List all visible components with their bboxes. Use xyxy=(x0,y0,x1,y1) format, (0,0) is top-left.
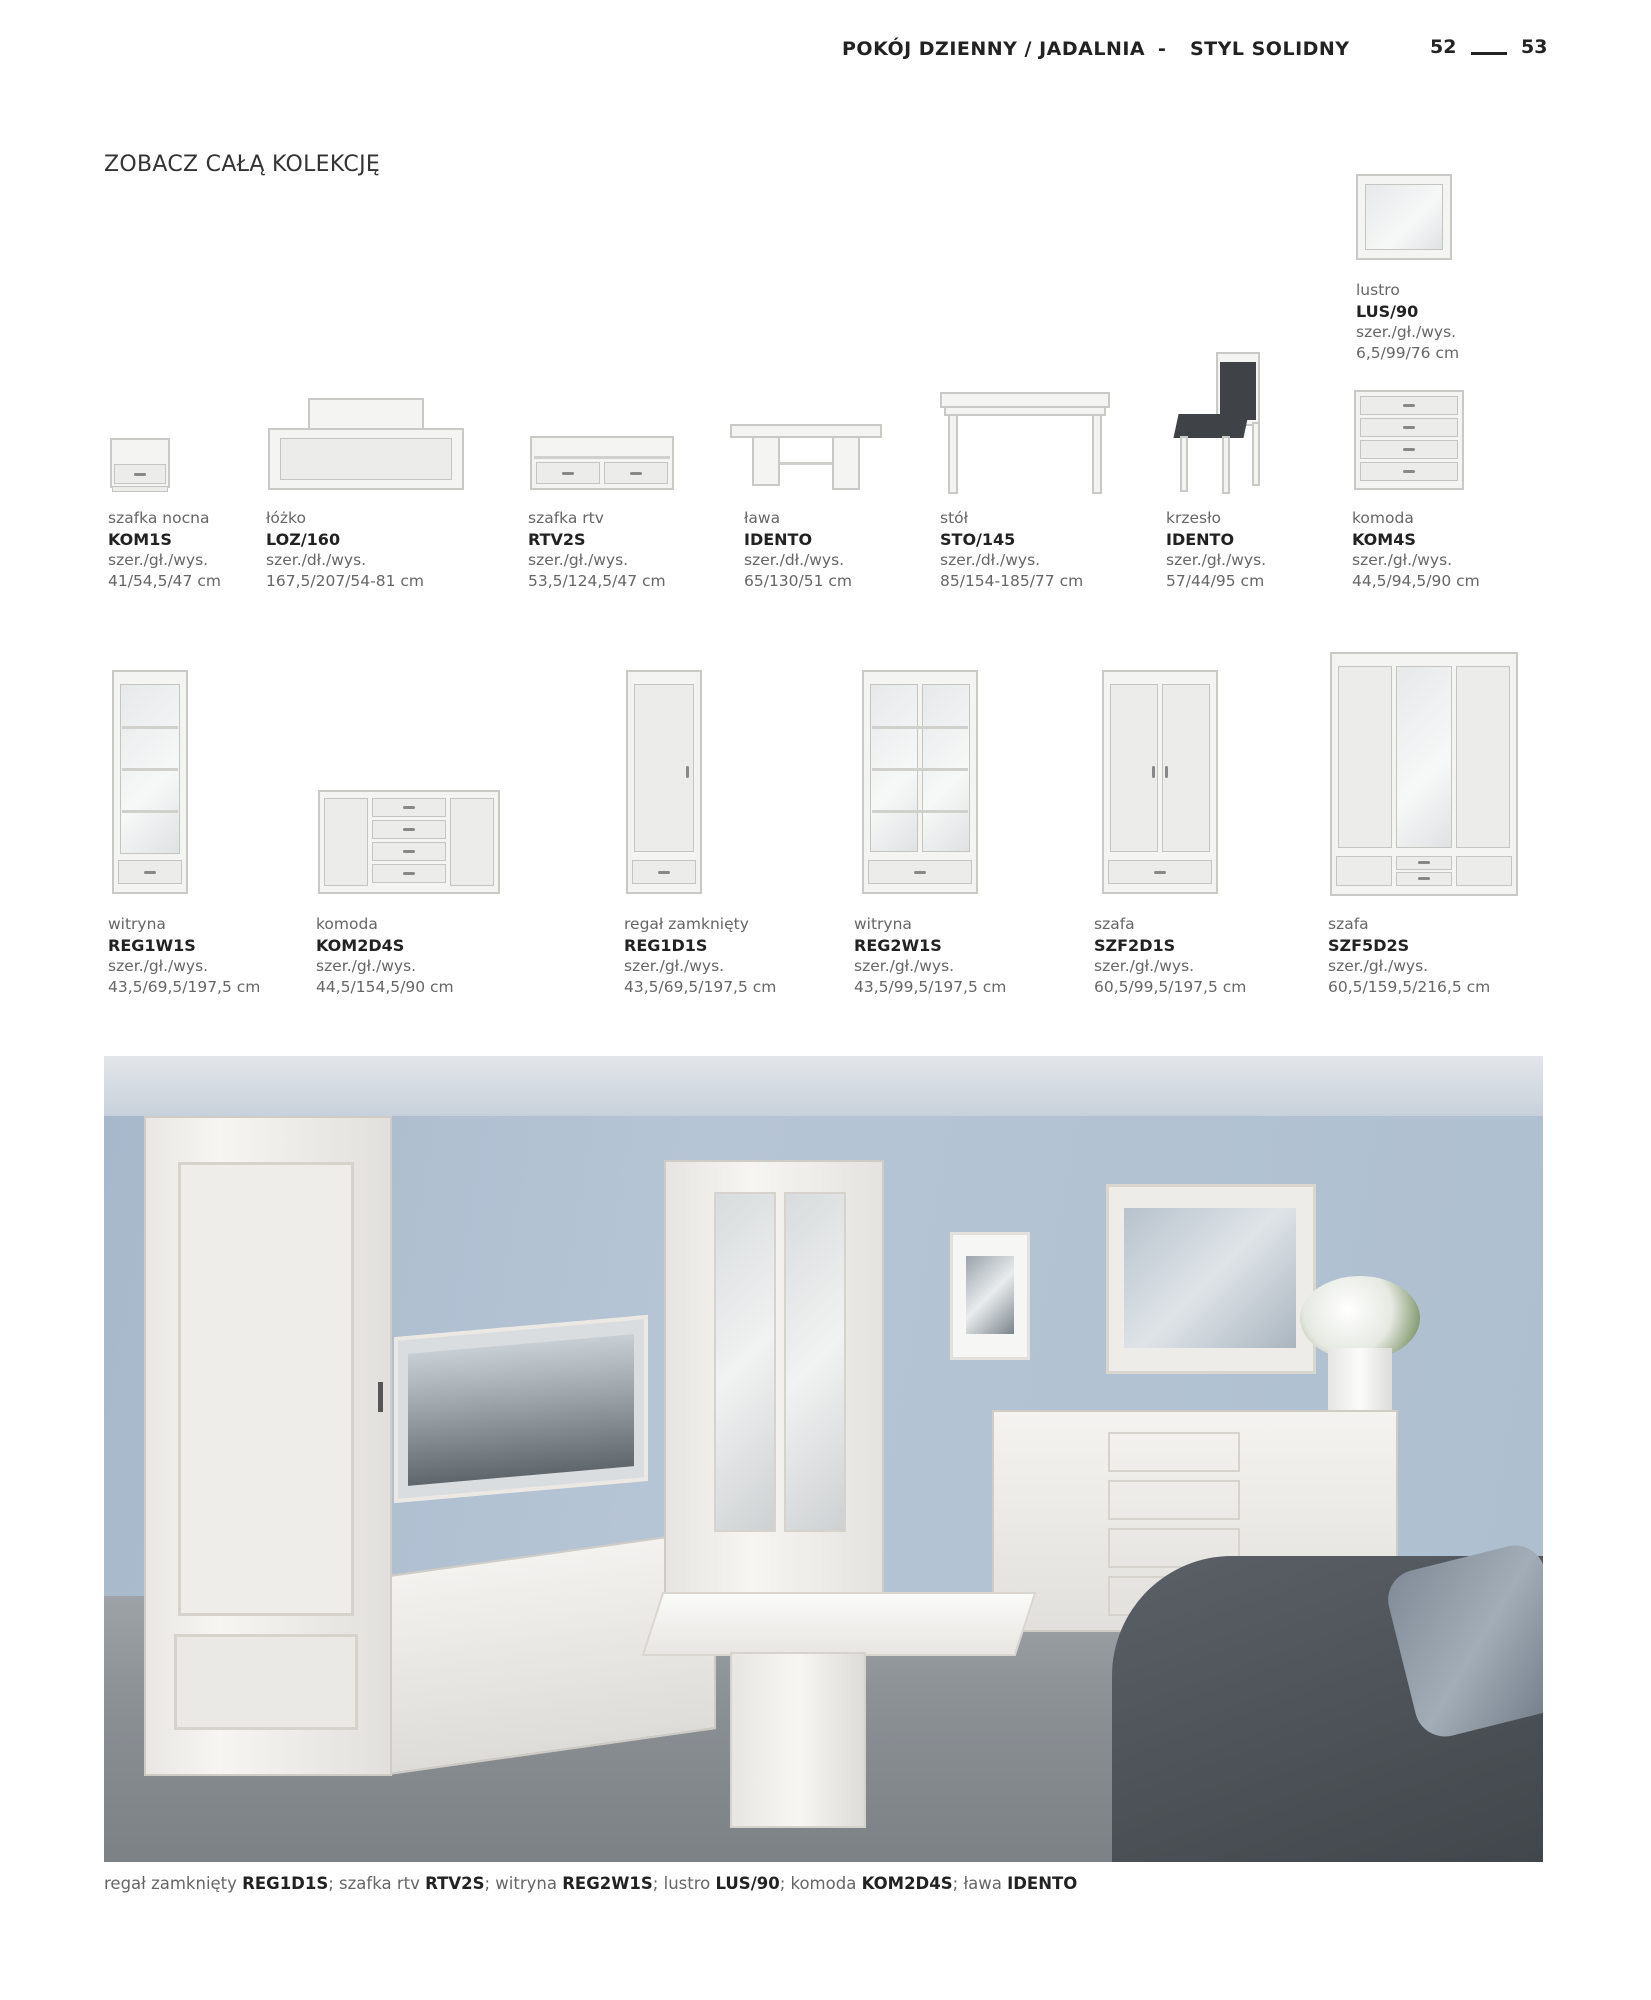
caption-separator: ; xyxy=(484,1874,496,1893)
product-item-krzeslo xyxy=(1166,352,1326,598)
page-header xyxy=(0,34,1651,64)
display-cabinet-illustration xyxy=(112,670,188,898)
product-caption xyxy=(1328,914,1490,998)
coffee-table-illustration xyxy=(730,424,882,496)
collection-title: ZOBACZ CAŁĄ KOLEKCJĘ xyxy=(104,152,381,177)
caption-code: RTV2S xyxy=(425,1874,485,1893)
product-type: ława xyxy=(744,509,781,527)
product-item-regal-zamkniety xyxy=(624,670,804,1006)
product-dims-label: szer./gł./wys. xyxy=(528,551,629,569)
page-number-right: 53 xyxy=(1521,36,1548,58)
product-caption xyxy=(1094,914,1246,998)
product-item-szafka-rtv xyxy=(528,436,708,598)
living-room-photo xyxy=(104,1056,1543,1862)
caption-label: ława xyxy=(963,1874,1002,1893)
product-caption xyxy=(316,914,454,998)
product-dims: 44,5/94,5/90 cm xyxy=(1352,572,1480,590)
caption-separator: ; xyxy=(779,1874,791,1893)
product-item-lawa xyxy=(744,424,924,598)
mirror-illustration xyxy=(1356,174,1452,260)
product-dims-label: szer./gł./wys. xyxy=(1328,957,1429,975)
double-display-cabinet-illustration xyxy=(862,670,978,898)
product-dims-label: szer./gł./wys. xyxy=(1094,957,1195,975)
caption-separator: ; xyxy=(328,1874,340,1893)
product-dims: 57/44/95 cm xyxy=(1166,572,1265,590)
product-dims: 60,5/159,5/216,5 cm xyxy=(1328,978,1491,996)
product-caption xyxy=(1166,508,1266,592)
product-type: szafa xyxy=(1328,915,1369,933)
product-code: IDENTO xyxy=(1166,530,1235,549)
product-type: stół xyxy=(940,509,969,527)
product-item-komoda-kom4s xyxy=(1352,390,1552,598)
photo-coffee-table xyxy=(642,1592,1037,1656)
product-dims-label: szer./gł./wys. xyxy=(624,957,725,975)
caption-label: witryna xyxy=(495,1874,557,1893)
wardrobe-illustration xyxy=(1102,670,1218,898)
product-type: szafa xyxy=(1094,915,1135,933)
product-dims-label: szer./dł./wys. xyxy=(266,551,367,569)
product-type: witryna xyxy=(854,915,912,933)
product-dims-label: szer./gł./wys. xyxy=(1166,551,1267,569)
product-code: RTV2S xyxy=(528,530,586,549)
product-caption xyxy=(940,508,1083,592)
caption-code: REG2W1S xyxy=(562,1874,653,1893)
sideboard-illustration xyxy=(318,790,500,898)
product-item-szafka-nocna xyxy=(108,438,258,598)
caption-label: regał zamknięty xyxy=(104,1874,237,1893)
product-caption xyxy=(108,508,221,592)
product-type: lustro xyxy=(1356,281,1400,299)
product-dims: 43,5/69,5/197,5 cm xyxy=(108,978,261,996)
product-item-szafa-szf5d2s xyxy=(1328,652,1548,1006)
page-number-left: 52 xyxy=(1430,36,1457,58)
product-code: LOZ/160 xyxy=(266,530,341,549)
product-caption xyxy=(1352,508,1480,592)
product-type: łóżko xyxy=(266,509,306,527)
product-caption xyxy=(854,914,1006,998)
product-type: regał zamknięty xyxy=(624,915,749,933)
product-item-lustro xyxy=(1356,174,1556,364)
caption-code: KOM2D4S xyxy=(861,1874,953,1893)
product-code: LUS/90 xyxy=(1356,302,1419,321)
product-item-stol xyxy=(940,392,1140,598)
product-dims: 65/130/51 cm xyxy=(744,572,853,590)
product-code: REG1D1S xyxy=(624,936,708,955)
product-dims-label: szer./gł./wys. xyxy=(108,957,209,975)
product-type: szafka nocna xyxy=(108,509,210,527)
product-type: szafka rtv xyxy=(528,509,604,527)
product-type: komoda xyxy=(316,915,378,933)
caption-separator: ; xyxy=(952,1874,964,1893)
product-code: KOM2D4S xyxy=(316,936,405,955)
product-dims: 167,5/207/54-81 cm xyxy=(266,572,424,590)
product-type: witryna xyxy=(108,915,166,933)
caption-code: IDENTO xyxy=(1007,1874,1078,1893)
product-item-witryna-reg2w1s xyxy=(854,670,1054,1006)
product-dims: 43,5/69,5/197,5 cm xyxy=(624,978,777,996)
product-dims: 6,5/99/76 cm xyxy=(1356,344,1460,362)
caption-label: szafka rtv xyxy=(339,1874,420,1893)
dresser-illustration xyxy=(1354,390,1464,494)
tv-cabinet-illustration xyxy=(530,436,674,494)
product-dims: 43,5/99,5/197,5 cm xyxy=(854,978,1007,996)
product-dims-label: szer./gł./wys. xyxy=(1356,323,1457,341)
product-code: SZF5D2S xyxy=(1328,936,1410,955)
product-code: IDENTO xyxy=(744,530,813,549)
nightstand-illustration xyxy=(110,438,170,494)
product-dims: 41/54,5/47 cm xyxy=(108,572,221,590)
product-type: komoda xyxy=(1352,509,1414,527)
photo-ceiling xyxy=(104,1056,1543,1116)
product-caption xyxy=(624,914,776,998)
caption-separator: ; xyxy=(652,1874,664,1893)
caption-code: LUS/90 xyxy=(715,1874,780,1893)
product-type: krzesło xyxy=(1166,509,1221,527)
photo-caption xyxy=(104,1874,1077,1893)
large-wardrobe-illustration xyxy=(1330,652,1518,900)
product-item-witryna-reg1w1s xyxy=(108,670,288,1006)
product-caption xyxy=(528,508,666,592)
product-dims-label: szer./dł./wys. xyxy=(744,551,845,569)
product-code: REG1W1S xyxy=(108,936,196,955)
product-dims: 44,5/154,5/90 cm xyxy=(316,978,454,996)
product-caption xyxy=(1356,280,1459,364)
header-separator: - xyxy=(1158,38,1166,60)
product-item-komoda-kom2d4s xyxy=(316,790,516,1006)
table-illustration xyxy=(940,392,1110,496)
caption-code: REG1D1S xyxy=(242,1874,329,1893)
product-code: STO/145 xyxy=(940,530,1016,549)
product-dims: 60,5/99,5/197,5 cm xyxy=(1094,978,1247,996)
bed-illustration xyxy=(268,398,464,494)
product-code: SZF2D1S xyxy=(1094,936,1176,955)
page-number-divider xyxy=(1471,52,1507,55)
product-caption xyxy=(744,508,852,592)
chair-illustration xyxy=(1176,352,1266,494)
caption-label: komoda xyxy=(790,1874,857,1893)
product-code: KOM1S xyxy=(108,530,172,549)
product-caption xyxy=(266,508,424,592)
product-dims-label: szer./gł./wys. xyxy=(854,957,955,975)
product-dims-label: szer./dł./wys. xyxy=(940,551,1041,569)
caption-label: lustro xyxy=(663,1874,711,1893)
header-style-title: STYL SOLIDNY xyxy=(1190,38,1350,60)
product-dims: 85/154-185/77 cm xyxy=(940,572,1084,590)
product-dims: 53,5/124,5/47 cm xyxy=(528,572,666,590)
product-code: REG2W1S xyxy=(854,936,942,955)
closed-cabinet-illustration xyxy=(626,670,702,898)
product-dims-label: szer./gł./wys. xyxy=(108,551,209,569)
product-code: KOM4S xyxy=(1352,530,1416,549)
product-caption xyxy=(108,914,260,998)
product-dims-label: szer./gł./wys. xyxy=(316,957,417,975)
product-dims-label: szer./gł./wys. xyxy=(1352,551,1453,569)
product-item-szafa-szf2d1s xyxy=(1094,670,1294,1006)
header-section-title: POKÓJ DZIENNY / JADALNIA xyxy=(842,38,1146,60)
product-item-lozko xyxy=(266,398,486,598)
